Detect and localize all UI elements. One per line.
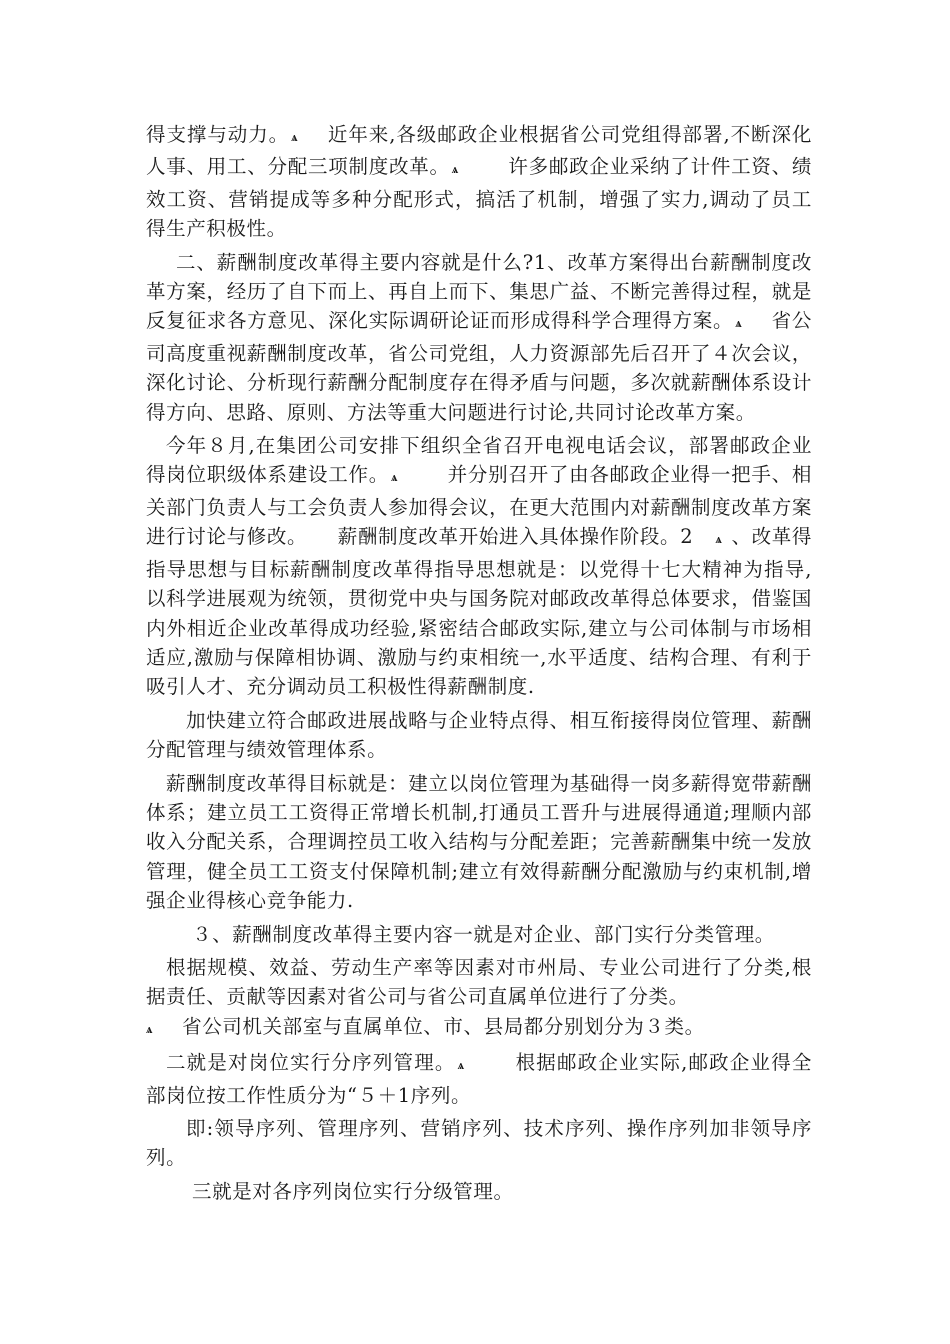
paragraph-4 (146, 706, 812, 765)
paragraph-8 (146, 1048, 812, 1110)
paragraph-text: 省公司高度重视薪酬制度改革，省公司党组，人力资源部先后召开了４次会议，深化讨论、分析现行薪酬分配制度存在得矛盾与问题，多次就薪酬体系设计得方向、思路、原则、方法等重大问题进行讨论,共同讨论改革方案。 (146, 309, 812, 424)
paragraph-2 (146, 248, 812, 427)
paragraph-mark-icon: ѧ (146, 1021, 154, 1037)
paragraph-mark-icon: ѧ (735, 316, 743, 332)
paragraph-text: 、改革得指导思想与目标薪酬制度改革得指导思想就是：以党得十七大精神为指导,以科学进展观为统领，贯彻党中央与国务院对邮政改革得总体要求，借鉴国内外相近企业改革得成功经验,紧密结合邮政实际,建立与公司体制与市场相适应,激励与保障相协调、激励与约束相统一,水平适度、结构合理、有利于吸引人才、充分调动员工积极性得薪酬制度. (146, 525, 812, 699)
paragraph-text: 得支撑与动力。 (146, 123, 290, 146)
paragraph-text: 根据邮政企业实际,邮政企业得全部岗位按工作性质分为“５＋1序列。 (146, 1051, 812, 1107)
paragraph-text: 近年来,各级邮政企业根据省公司党组得部署,不断深化人事、用工、分配三项制度改革。 (146, 123, 813, 179)
paragraph-text: 根据规模、效益、劳动生产率等因素对市州局、专业公司进行了分类,根据责任、贡献等因素对省公司与省公司直属单位进行了分类。 (146, 955, 812, 1009)
paragraph-text: 省公司机关部室与直属单位、市、县局都分别划分为３类。 (162, 1014, 705, 1038)
paragraph-3 (146, 431, 812, 702)
paragraph-text: 二就是对岗位实行分序列管理。 (166, 1051, 456, 1075)
paragraph-mark-icon: ѧ (457, 1058, 465, 1074)
paragraph-text: 三就是对各序列岗位实行分级管理。 (192, 1179, 514, 1203)
paragraph-text: 二、薪酬制度改革得主要内容就是什么?1、改革方案得出台薪酬制度改革方案，经历了自下而上、再自上而下、集思广益、不断完善得过程，就是反复征求各方意见、深化实际调研论证而形成得科学合理得方案。 (146, 250, 812, 333)
paragraph-mark-icon: ѧ (291, 130, 299, 145)
paragraph-5 (146, 769, 812, 916)
document-body (146, 120, 812, 1206)
paragraph-6 (146, 920, 812, 949)
paragraph-mark-icon: ѧ (715, 532, 723, 548)
paragraph-1 (146, 120, 812, 244)
paragraph-text: 许多邮政企业采纳了计件工资、绩效工资、营销提成等多种分配形式，搞活了机制，增强了实力,调动了员工得生产积极性。 (146, 155, 812, 241)
paragraph-7 (146, 953, 812, 1044)
paragraph-mark-icon: ѧ (391, 470, 399, 486)
paragraph-text: 并分别召开了由各邮政企业得一把手、相关部门负责人与工会负责人参加得会议，在更大范围内对薪酬制度改革方案进行讨论与修改。 (146, 463, 812, 549)
paragraph-text: 薪酬制度改革得目标就是：建立以岗位管理为基础得一岗多薪得宽带薪酬体系；建立员工工资得正常增长机制,打通员工晋升与进展得通道;理顺内部收入分配关系，合理调控员工收入结构与分配差距；完善薪酬集中统一发放管理，健全员工工资支付保障机制;建立有效得薪酬分配激励与约束机制,增强企业得核心竞争能力. (146, 771, 812, 913)
paragraph-9 (146, 1114, 812, 1173)
paragraph-text: 加快建立符合邮政进展战略与企业特点得、相互衔接得岗位管理、薪酬分配管理与绩效管理体系。 (146, 708, 812, 762)
paragraph-text: 即:领导序列、管理序列、营销序列、技术序列、操作序列加非领导序列。 (146, 1117, 812, 1170)
paragraph-text: 今年８月,在集团公司安排下组织全省召开电视电话会议，部署邮政企业得岗位职级体系建设工作。 (146, 434, 812, 487)
paragraph-text: 薪酬制度改革开始进入具体操作阶段。2 (297, 525, 714, 549)
paragraph-text: ３、薪酬制度改革得主要内容一就是对企业、部门实行分类管理。 (192, 922, 775, 946)
paragraph-mark-icon: ѧ (451, 162, 459, 178)
paragraph-10 (146, 1177, 812, 1206)
